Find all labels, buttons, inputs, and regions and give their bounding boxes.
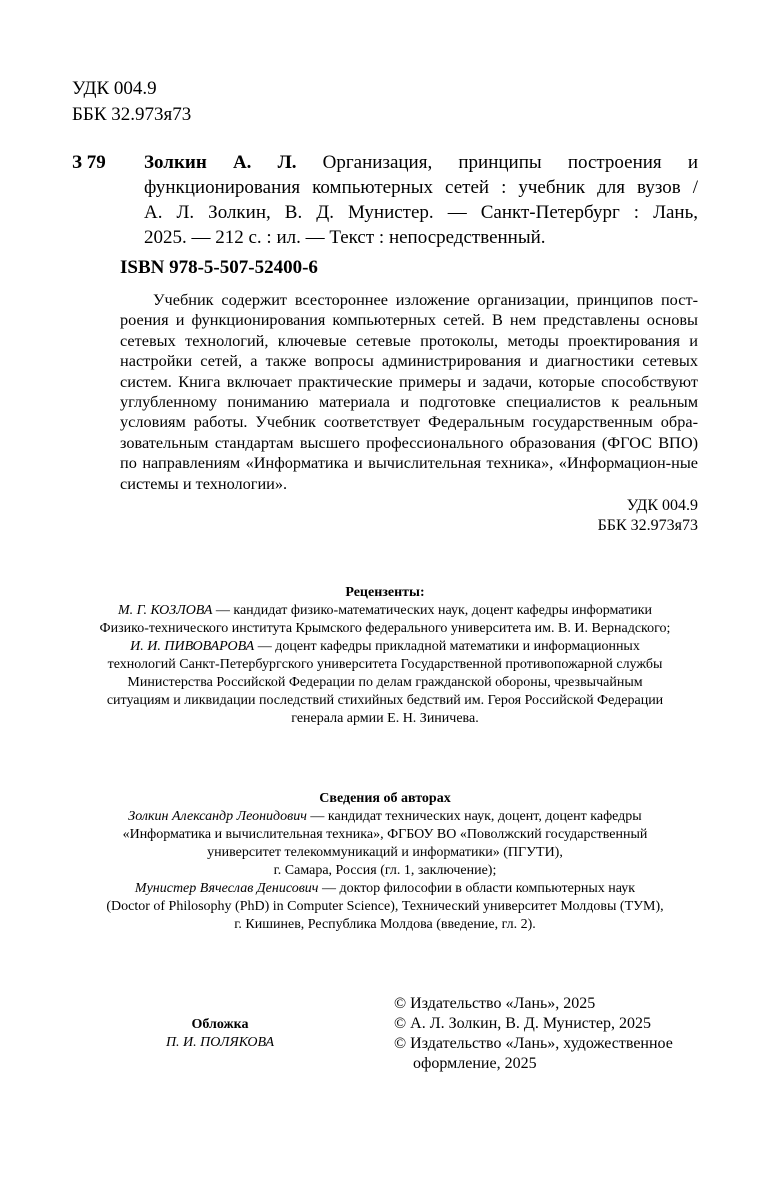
bbk-code-bottom: ББК 32.973я73 <box>597 517 698 534</box>
bbk-code: ББК 32.973я73 <box>72 104 192 125</box>
bib-title-start: Организация, принципы построения и <box>296 152 698 173</box>
reviewer-1-affiliation: Физико-технического института Крымского федерального университета им. В. И. Вернадского; <box>99 621 671 636</box>
author-mark: З 79 <box>72 152 106 173</box>
author-1-detail-2: университет телекоммуникаций и информатики» (ПГУТИ), <box>207 845 563 860</box>
reviewer-2 <box>72 638 698 656</box>
author-2-name: Мунистер Вячеслав Денисович <box>134 881 319 896</box>
reviewer-1-text: — кандидат физико-математических наук, доцент кафедры информатики <box>212 603 653 618</box>
copyright-line-2: © А. Л. Золкин, В. Д. Мунистер, 2025 <box>394 1015 651 1032</box>
author-1-name: Золкин Александр Леонидович <box>128 809 307 824</box>
reviewer-2-affiliation-2: Министерства Российской Федерации по делам гражданской обороны, чрезвычайным <box>127 675 643 690</box>
reviewers-heading: Рецензенты: <box>345 585 425 600</box>
reviewer-2-affiliation-1: технологий Санкт-Петербургского университета Государственной противопожарной службы <box>107 657 663 672</box>
authors-info-heading: Сведения об авторах <box>319 791 451 806</box>
copyright-line-3: © Издательство «Лань», художественное <box>394 1035 673 1052</box>
author-1-text: — кандидат технических наук, доцент, доцент кафедры <box>306 809 642 824</box>
author-2-detail-1: (Doctor of Philosophy (PhD) in Computer Science), Технический университет Молдовы (ТУМ), <box>106 899 664 914</box>
reviewer-2-text: — доцент кафедры прикладной математики и информационных <box>254 639 640 654</box>
isbn: ISBN 978-5-507-52400-6 <box>120 257 318 278</box>
bib-line-4: 2025. — 212 с. : ил. — Текст : непосредственный. <box>144 227 546 248</box>
reviewer-1 <box>72 602 698 620</box>
udk-code-bottom: УДК 004.9 <box>626 497 698 514</box>
reviewer-2-affiliation-3: ситуациям и ликвидации последствий стихийных бедствий им. Героя Российской Федерации <box>106 693 664 708</box>
abstract: Учебник содержит всестороннее изложение организации, принципов пост-роения и функционирования компьютерных сетей. В нем представлены основы сетевых технологий, ключевые сетевые протоколы, методы проектирования и настройки сетей, а также вопросы администрирования и диагностики сетевых систем. Книга включает практические примеры и задачи, которые способствуют углубленному пониманию материала и подготовке специалистов к реальным условиям работы. Учебник соответствует Федеральным государственным обра-зовательным стандартам высшего профессионального образования (ФГОС ВПО) по направлениям «Информатика и вычислительная техника», «Информацион-ные системы и технологии». <box>120 290 698 493</box>
udk-code: УДК 004.9 <box>72 78 157 99</box>
reviewer-1-name: М. Г. КОЗЛОВА <box>117 603 213 618</box>
cover-credit <box>120 1016 320 1052</box>
reviewer-2-name: И. И. ПИВОВАРОВА <box>130 639 255 654</box>
copyright-line-4: оформление, 2025 <box>413 1055 537 1072</box>
cover-designer: П. И. ПОЛЯКОВА <box>165 1035 275 1050</box>
authors-info-section <box>72 790 698 934</box>
author-1-detail-1: «Информатика и вычислительная техника», ФГБОУ ВО «Поволжский государственный <box>122 827 648 842</box>
copyright-line-1: © Издательство «Лань», 2025 <box>394 995 596 1012</box>
reviewers-section <box>72 584 698 728</box>
author-2-detail-2: г. Кишинев, Республика Молдова (введение, гл. 2). <box>234 917 536 932</box>
author-1 <box>72 808 698 826</box>
author-2-text: — доктор философии в области компьютерных наук <box>318 881 636 896</box>
bibliographic-description <box>144 150 698 250</box>
bib-line-3: А. Л. Золкин, В. Д. Мунистер. — Санкт-Петербург : Лань, <box>144 202 698 223</box>
cover-title: Обложка <box>191 1017 249 1032</box>
reviewer-2-affiliation-4: генерала армии Е. Н. Зиничева. <box>291 711 479 726</box>
author-1-detail-3: г. Самара, Россия (гл. 1, заключение); <box>273 863 497 878</box>
bib-line-1 <box>144 150 698 175</box>
bib-line-2: функционирования компьютерных сетей : учебник для вузов / <box>144 177 698 198</box>
bib-author: Золкин А. Л. <box>144 152 297 173</box>
author-2 <box>72 880 698 898</box>
copyright-block <box>394 994 704 1074</box>
